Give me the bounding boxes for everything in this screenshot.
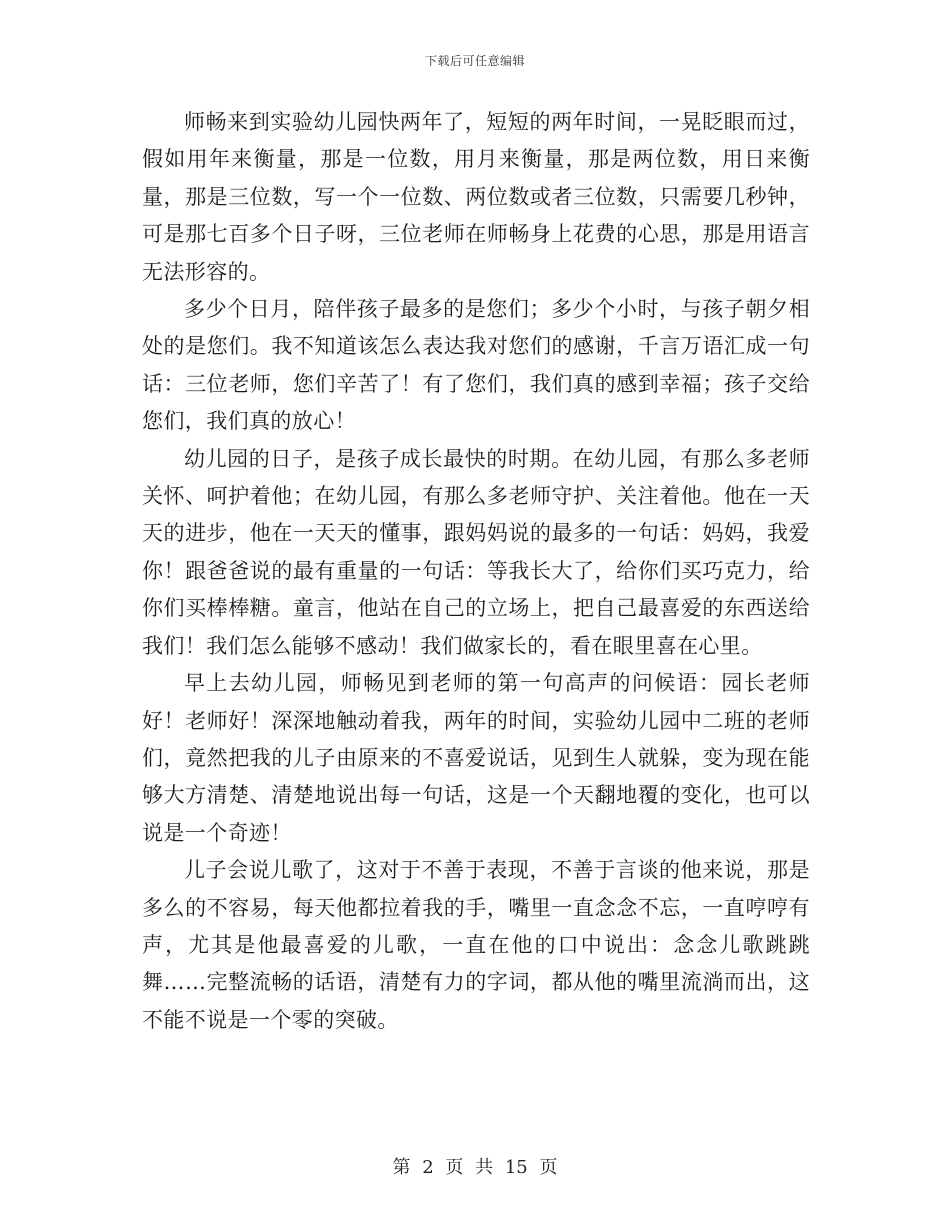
document-body <box>142 104 810 1039</box>
page-header-note: 下载后可任意编辑 <box>424 54 525 68</box>
paragraph-2: 多少个日月，陪伴孩子最多的是您们；多少个小时，与孩子朝夕相处的是您们。我不知道该怎么表达我对您们的感谢，千言万语汇成一句话：三位老师，您们辛苦了！有了您们，我们真的感到幸福；孩子交给您们，我们真的放心！ <box>142 297 810 434</box>
paragraph-3: 幼儿园的日子，是孩子成长最快的时期。在幼儿园，有那么多老师关怀、呵护着他；在幼儿园，有那么多老师守护、关注着他。他在一天天的进步，他在一天天的懂事，跟妈妈说的最多的一句话：妈妈，我爱你！跟爸爸说的最有重量的一句话：等我长大了，给你们买巧克力，给你们买棒棒糖。童言，他站在自己的立场上，把自己最喜爱的东西送给我们！我们怎么能够不感动！我们做家长的，看在眼里喜在心里。 <box>142 446 810 658</box>
page-number: 第 2 页 共 15 页 <box>392 1157 558 1178</box>
paragraph-4: 早上去幼儿园，师畅见到老师的第一句高声的问候语：园长老师好！老师好！深深地触动着我，两年的时间，实验幼儿园中二班的老师们，竟然把我的儿子由原来的不喜爱说话，见到生人就躲，变为现在能够大方清楚、清楚地说出每一句话，这是一个天翻地覆的变化，也可以说是一个奇迹！ <box>142 671 810 845</box>
paragraph-1: 师畅来到实验幼儿园快两年了，短短的两年时间，一晃眨眼而过，假如用年来衡量，那是一位数，用月来衡量，那是两位数，用日来衡量，那是三位数，写一个一位数、两位数或者三位数，只需要几秒钟，可是那七百多个日子呀，三位老师在师畅身上花费的心思，那是用语言无法形容的。 <box>142 110 810 284</box>
paragraph-5: 儿子会说儿歌了，这对于不善于表现，不善于言谈的他来说，那是多么的不容易，每天他都拉着我的手，嘴里一直念念不忘，一直哼哼有声，尤其是他最喜爱的儿歌，一直在他的口中说出：念念儿歌跳跳舞……完整流畅的话语，清楚有力的字词，都从他的嘴里流淌而出，这不能不说是一个零的突破。 <box>142 858 810 1032</box>
